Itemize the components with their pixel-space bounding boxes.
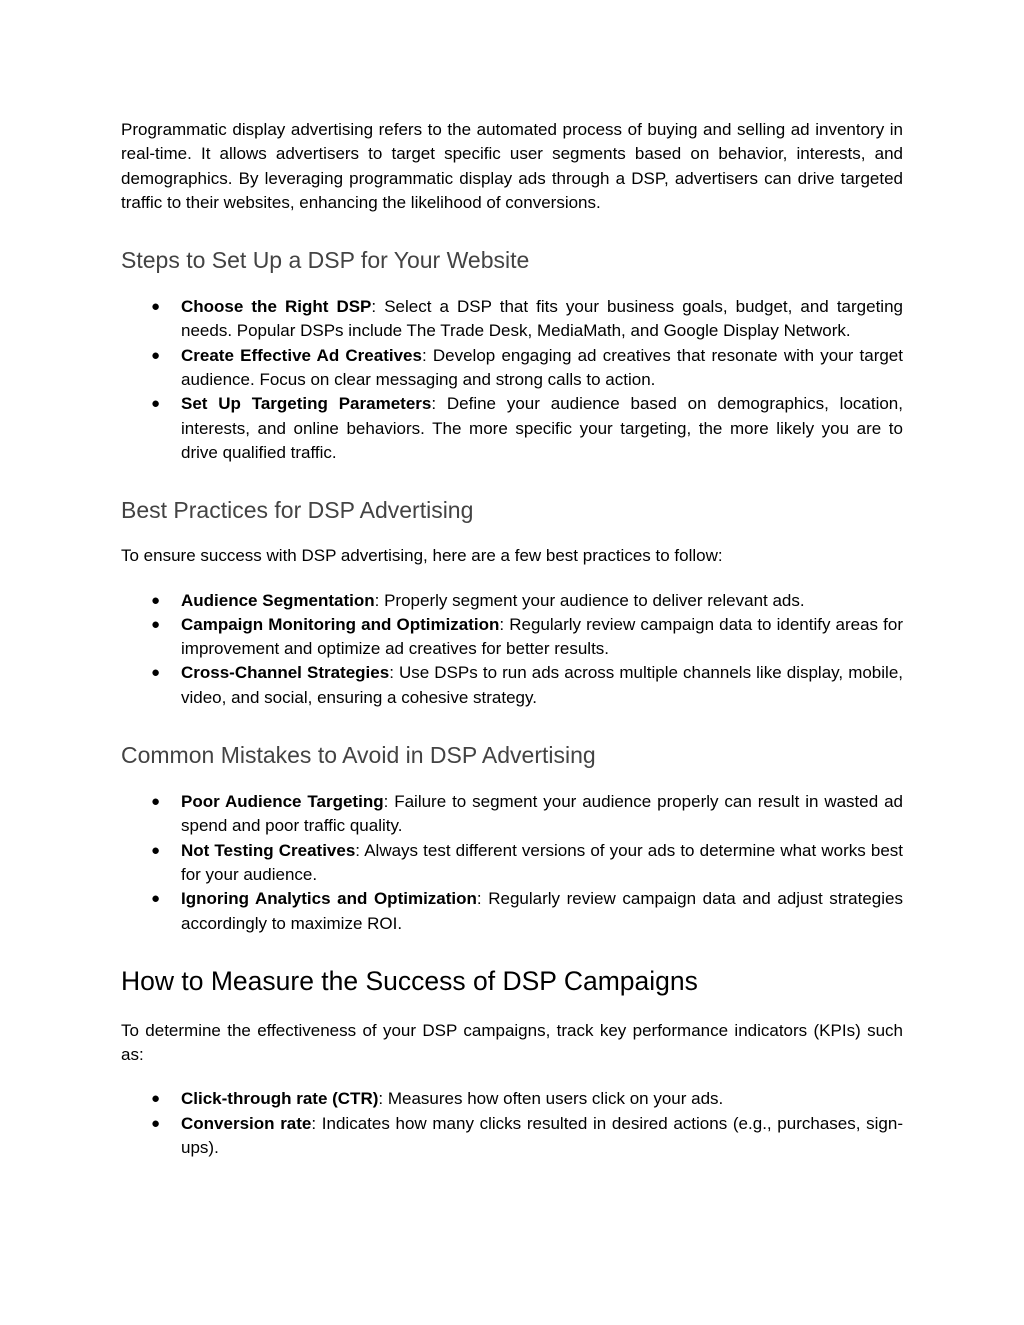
item-term: Campaign Monitoring and Optimization — [181, 614, 500, 634]
mistakes-list — [121, 790, 903, 936]
bullet-icon: ● — [151, 841, 161, 859]
list-item — [121, 1087, 903, 1111]
item-text: : Always test different versions of your ads to determine what works best for your audience. — [181, 840, 903, 884]
item-term: Not Testing Creatives — [181, 840, 356, 860]
document-page — [121, 118, 903, 1160]
steps-heading: Steps to Set Up a DSP for Your Website — [121, 247, 530, 274]
list-item — [121, 589, 903, 613]
item-text: : Define your audience based on demographics, location, interests, and online behaviors. The more specific your targeting, the more likely you are to drive qualified traffic. — [181, 394, 903, 462]
bullet-icon: ● — [151, 615, 161, 633]
item-text: : Regularly review campaign data to identify areas for improvement and optimize ad creatives for better results. — [181, 614, 903, 659]
item-term: Create Effective Ad Creatives — [181, 345, 422, 365]
list-item — [121, 661, 903, 710]
item-text: : Regularly review campaign data and adjust strategies accordingly to maximize ROI. — [181, 889, 903, 933]
measure-heading: How to Measure the Success of DSP Campaigns — [121, 965, 698, 996]
bullet-icon: ● — [151, 1090, 161, 1108]
measure-list — [121, 1087, 903, 1160]
item-term: Audience Segmentation — [181, 590, 375, 610]
list-item — [121, 790, 903, 839]
bullet-icon: ● — [151, 298, 161, 316]
item-text: : Properly segment your audience to deliver relevant ads. — [374, 590, 805, 610]
list-item — [121, 839, 903, 888]
list-item — [121, 887, 903, 936]
item-text: : Develop engaging ad creatives that resonate with your target audience. Focus on clear messaging and strong calls to action. — [181, 345, 903, 390]
item-term: Poor Audience Targeting — [181, 792, 384, 812]
item-term: Click-through rate (CTR) — [181, 1089, 379, 1109]
bullet-icon: ● — [151, 890, 161, 908]
measure-intro: To determine the effectiveness of your DSP campaigns, track key performance indicators (KPIs) such as: — [121, 1020, 903, 1065]
list-item — [121, 1112, 903, 1161]
bullet-icon: ● — [151, 664, 161, 682]
mistakes-heading: Common Mistakes to Avoid in DSP Advertising — [121, 742, 596, 769]
steps-list — [121, 295, 903, 465]
item-term: Ignoring Analytics and Optimization — [181, 889, 477, 909]
best-practices-heading: Best Practices for DSP Advertising — [121, 497, 474, 524]
item-text: : Indicates how many clicks resulted in desired actions (e.g., purchases, sign-ups). — [181, 1113, 903, 1158]
item-term: Choose the Right DSP — [181, 297, 372, 317]
bullet-icon: ● — [151, 395, 161, 413]
item-term: Cross-Channel Strategies — [181, 663, 390, 683]
item-term: Conversion rate — [181, 1113, 312, 1133]
item-text: : Failure to segment your audience properly can result in wasted ad spend and poor traffic quality. — [181, 792, 903, 836]
item-text: : Use DSPs to run ads across multiple channels like display, mobile, video, and social, ensuring a cohesive strategy. — [181, 663, 903, 707]
list-item — [121, 295, 903, 344]
bullet-icon: ● — [151, 346, 161, 364]
best-practices-list — [121, 589, 903, 710]
bullet-icon: ● — [151, 1114, 161, 1132]
list-item — [121, 344, 903, 393]
list-item — [121, 392, 903, 465]
item-text: : Measures how often users click on your ads. — [378, 1089, 724, 1109]
bullet-icon: ● — [151, 591, 161, 609]
item-text: : Select a DSP that fits your business goals, budget, and targeting needs. Popular DSPs include The Trade Desk, MediaMath, and Google Display Network. — [181, 297, 903, 341]
intro-paragraph: Programmatic display advertising refers to the automated process of buying and selling ad inventory in real-time. It allows advertisers to target specific user segments based on behavior, interests, and demographics. By leveraging programmatic display ads through a DSP, advertisers can drive targeted traffic to their websites, enhancing the likelihood of conversions. — [121, 120, 903, 212]
bullet-icon: ● — [151, 793, 161, 811]
best-practices-intro: To ensure success with DSP advertising, here are a few best practices to follow: — [121, 546, 723, 566]
item-term: Set Up Targeting Parameters — [181, 394, 432, 414]
list-item — [121, 613, 903, 662]
